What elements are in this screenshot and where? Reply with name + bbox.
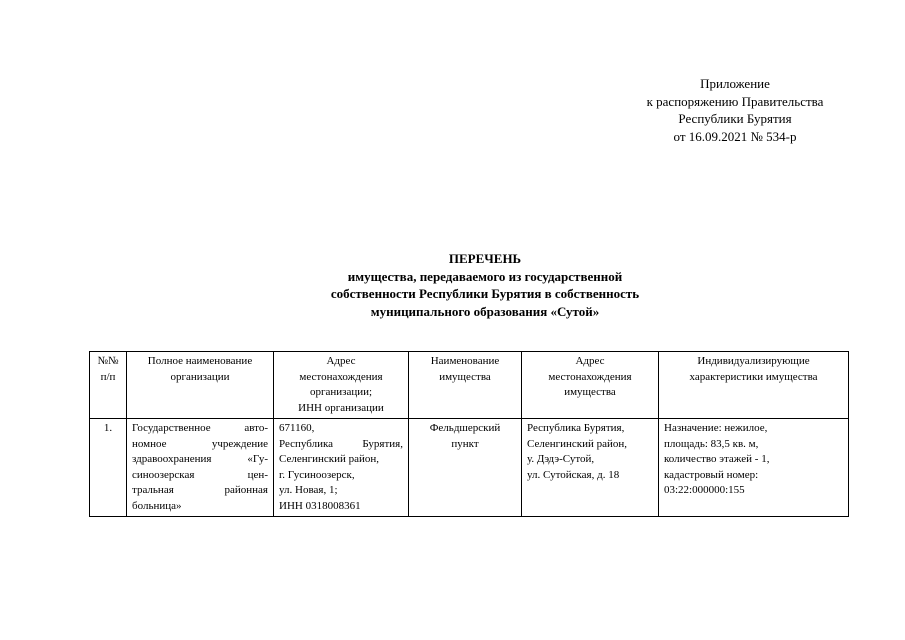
appendix-line: к распоряжению Правительства xyxy=(646,93,824,109)
header-org-name: Полное наименование организации xyxy=(127,352,274,419)
header-characteristics: Индивидуализирующие характеристики имущества xyxy=(659,352,849,419)
appendix-block xyxy=(600,75,870,145)
cell-num: 1. xyxy=(90,419,127,517)
title-line: собственности Республики Бурятия в собственность xyxy=(330,286,640,301)
header-property-address: Адрес местонахождения имущества xyxy=(522,352,659,419)
table-header-row xyxy=(90,352,849,419)
appendix-line: Республики Бурятия xyxy=(678,111,792,126)
appendix-date-line: от 16.09.2021 № 534-р xyxy=(673,128,797,144)
appendix-line: Приложение xyxy=(700,76,770,91)
table-row xyxy=(90,419,849,517)
cell-property-name: Фельдшерский пункт xyxy=(409,419,522,517)
title-line: имущества, передаваемого из государственной xyxy=(347,268,623,284)
title-heading: ПЕРЕЧЕНЬ xyxy=(448,251,522,266)
cell-property-address: Республика Бурятия, Селенгинский район, у. Дэдэ-Сутой, ул. Сутойская, д. 18 xyxy=(522,419,659,517)
cell-org-name: Государственное авто- номное учреждение здравоохранения «Гу- синоозерская цен- тральная районная больница» xyxy=(127,419,274,517)
cell-characteristics: Назначение: нежилое, площадь: 83,5 кв. м, количество этажей - 1, кадастровый номер: 03:22:000000:155 xyxy=(659,419,849,517)
document-title xyxy=(250,250,720,320)
header-org-address: Адрес местонахождения организации; ИНН организации xyxy=(274,352,409,419)
header-num: №№ п/п xyxy=(90,352,127,419)
property-table xyxy=(89,351,849,517)
header-property-name: Наименование имущества xyxy=(409,352,522,419)
title-line: муниципального образования «Сутой» xyxy=(370,303,600,319)
cell-org-address: 671160, Республика Бурятия, Селенгинский район, г. Гусиноозерск, ул. Новая, 1; ИНН 0318008361 xyxy=(274,419,409,517)
